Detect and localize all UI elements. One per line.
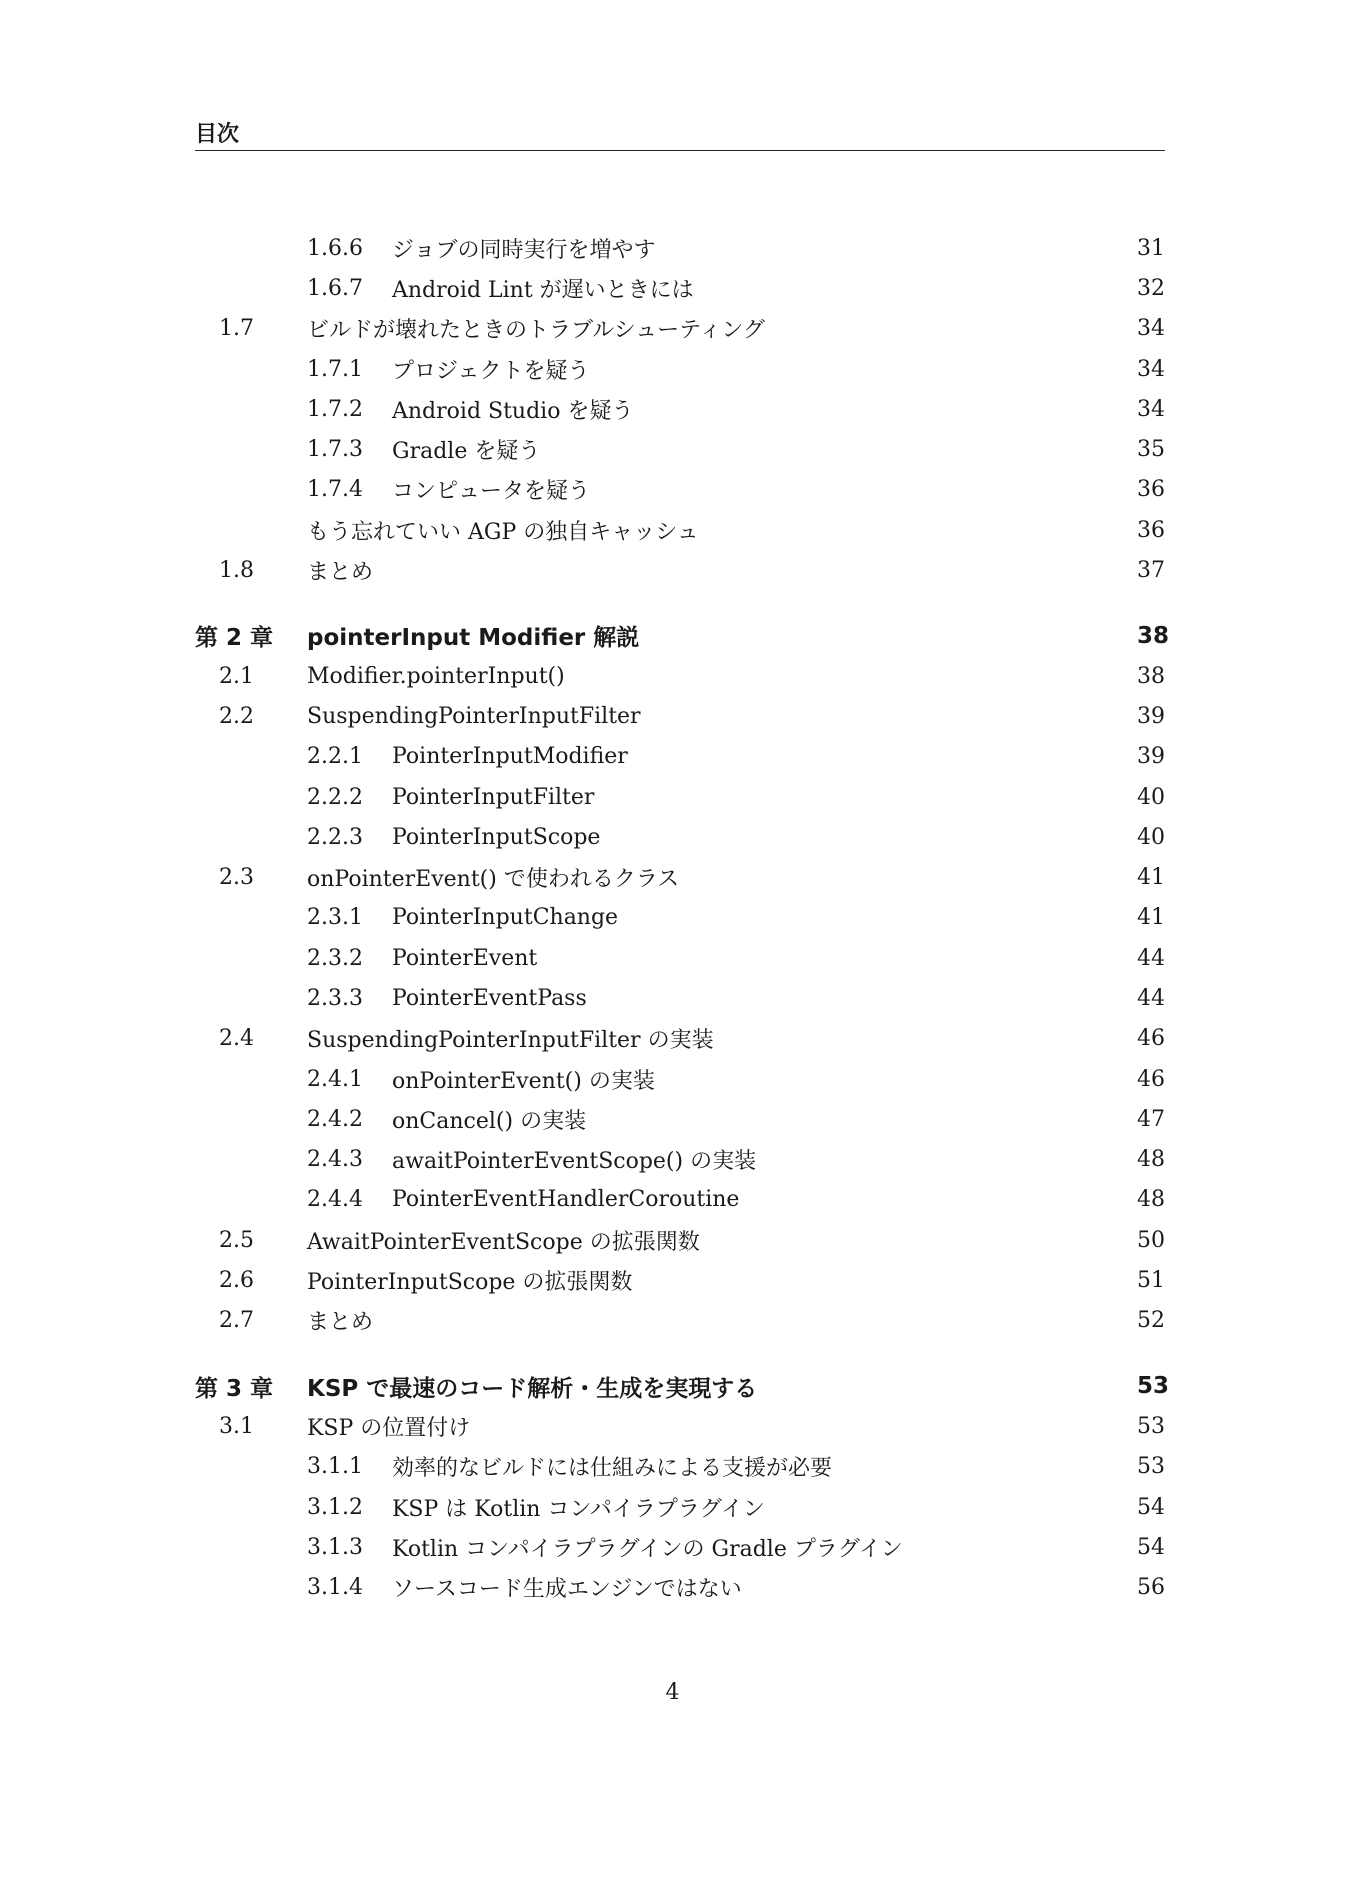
page-ref: 48 [1137,1147,1165,1173]
section-number: 2.7 [219,1308,254,1334]
entry-title: コンピュータを疑う [392,479,591,505]
subsection-number: 3.1.2 [307,1494,363,1520]
toc-section-entry[interactable] [195,696,1165,736]
dot-leader [840,1447,1105,1487]
toc-subsection-entry[interactable] [195,1099,1165,1139]
entry-title: KSP は Kotlin コンパイラプラグイン [392,1496,765,1522]
subsection-number: 2.4.2 [307,1106,363,1132]
dot-leader [708,1220,1105,1260]
page-ref: 54 [1137,1534,1165,1560]
entry-title: SuspendingPointerInputFilter の実装 [307,1028,714,1054]
entry-title: AwaitPointerEventScope の拡張関数 [307,1229,700,1255]
subsection-number: 2.4.1 [307,1066,363,1092]
toc-chapter-entry[interactable] [195,1366,1170,1406]
page-ref: 40 [1137,824,1165,850]
section-number: 3.1 [219,1413,254,1439]
entry-title: SuspendingPointerInputFilter [307,703,641,729]
entry-title: PointerInputScope の拡張関数 [307,1270,633,1296]
subsection-number: 1.7.1 [307,356,363,382]
toc-section-entry[interactable] [195,510,1165,550]
entry-title: PointerInputFilter [392,784,595,810]
page-ref: 39 [1137,703,1165,729]
dot-leader [664,228,1105,268]
page-ref: 46 [1137,1026,1165,1052]
page-ref: 53 [1137,1413,1165,1439]
entry-title: PointerInputScope [392,824,601,850]
entry-title: ジョブの同時実行を増やす [392,237,656,263]
entry-title: ソースコード生成エンジンではない [392,1577,742,1603]
page-ref: 36 [1137,477,1165,503]
section-number: 2.5 [219,1227,254,1253]
chapter-number: 第 2 章 [195,625,274,652]
toc-subsection-entry[interactable] [195,389,1165,429]
toc-subsection-entry[interactable] [195,1059,1165,1099]
toc-section-entry[interactable] [195,857,1165,897]
page-ref: 34 [1137,356,1165,382]
toc-section-entry[interactable] [195,1019,1165,1059]
dot-leader [594,1099,1105,1139]
dot-leader [381,1301,1105,1341]
toc-subsection-entry[interactable] [195,1140,1165,1180]
page-ref: 50 [1137,1227,1165,1253]
entry-title: KSP の位置付け [307,1415,471,1441]
subsection-number: 2.4.3 [307,1147,363,1173]
entry-title: Modifier.pointerInput() [307,663,565,689]
toc-subsection-entry[interactable] [195,228,1165,268]
chapter-gap [195,591,1165,616]
entry-title: onPointerEvent() で使われるクラス [307,867,680,893]
entry-title: PointerInputModifier [392,744,628,770]
dot-leader [640,1260,1105,1300]
entry-title: ビルドが壊れたときのトラブルシューティング [307,318,765,344]
toc-subsection-entry[interactable] [195,1487,1165,1527]
entry-title: PointerInputChange [392,905,619,931]
page-ref: 41 [1137,865,1165,891]
dot-leader [636,737,1105,777]
section-number: 2.2 [219,703,254,729]
toc-subsection-entry[interactable] [195,1527,1165,1567]
toc-subsection-entry[interactable] [195,1447,1165,1487]
dot-leader [773,1487,1105,1527]
toc-section-entry[interactable] [195,550,1165,590]
page-ref: 52 [1137,1308,1165,1334]
subsection-number: 2.2.3 [307,824,363,850]
subsection-number: 1.7.3 [307,437,363,463]
page-ref: 37 [1137,558,1165,584]
toc-subsection-entry[interactable] [195,268,1165,308]
entry-title: もう忘れていい AGP の独自キャッシュ [307,519,699,545]
toc-section-entry[interactable] [195,656,1165,696]
dot-leader [773,309,1105,349]
dot-leader [548,429,1105,469]
chapter-title: pointerInput Modifier 解説 [307,625,640,652]
section-number: 1.8 [219,558,254,584]
dot-leader [707,510,1105,550]
page-number: 4 [665,1680,680,1705]
section-number: 2.3 [219,865,254,891]
toc-section-entry[interactable] [195,309,1165,349]
toc-subsection-entry[interactable] [195,737,1165,777]
subsection-number: 2.2.1 [307,744,363,770]
toc-section-entry[interactable] [195,1301,1165,1341]
chapter-gap [195,1341,1165,1366]
subsection-number: 2.3.3 [307,985,363,1011]
dot-leader [381,550,1105,590]
page-ref: 40 [1137,784,1165,810]
toc-subsection-entry[interactable] [195,1180,1165,1220]
entry-title: まとめ [307,560,374,586]
page-ref: 34 [1137,316,1165,342]
page-ref: 44 [1137,985,1165,1011]
entry-title: 効率的なビルドには仕組みによる支援が必要 [392,1456,833,1482]
page-ref: 54 [1137,1494,1165,1520]
dot-leader [545,938,1105,978]
page-ref: 56 [1137,1575,1165,1601]
page-header [195,120,1165,151]
toc-subsection-entry[interactable] [195,777,1165,817]
page-ref: 36 [1137,517,1165,543]
dot-leader [649,696,1105,736]
dot-leader [702,268,1105,308]
dot-leader [663,1059,1105,1099]
chapter-number: 第 3 章 [195,1375,274,1402]
toc-section-entry[interactable] [195,1220,1165,1260]
entry-title: onPointerEvent() の実装 [392,1068,655,1094]
entry-title: PointerEventHandlerCoroutine [392,1187,740,1213]
subsection-number: 1.7.2 [307,396,363,422]
dot-leader [641,389,1105,429]
page-ref: 48 [1137,1187,1165,1213]
section-number: 2.1 [219,663,254,689]
entry-title: Gradle を疑う [392,439,541,465]
chapter-title: KSP で最速のコード解析・生成を実現する [307,1375,758,1402]
toc-subsection-entry[interactable] [195,898,1165,938]
dot-leader [747,1180,1105,1220]
page-ref: 41 [1137,905,1165,931]
section-number: 2.6 [219,1268,254,1294]
entry-title: PointerEventPass [392,985,587,1011]
subsection-number: 3.1.4 [307,1575,363,1601]
entry-title: まとめ [307,1310,374,1336]
toc-subsection-entry[interactable] [195,429,1165,469]
page-ref: 38 [1137,663,1165,689]
dot-leader [911,1527,1105,1567]
subsection-number: 1.6.6 [307,235,363,261]
dot-leader [722,1019,1105,1059]
dot-leader [573,656,1105,696]
subsection-number: 3.1.3 [307,1534,363,1560]
header-title: 目次 [195,122,240,147]
subsection-number: 2.2.2 [307,784,363,810]
dot-leader [764,1140,1105,1180]
toc-chapter-entry[interactable] [195,616,1170,656]
page-ref: 35 [1137,437,1165,463]
entry-title: Android Studio を疑う [392,398,634,424]
entry-title: プロジェクトを疑う [392,358,590,384]
dot-leader [602,777,1105,817]
subsection-number: 1.6.7 [307,275,363,301]
page-ref: 34 [1137,396,1165,422]
subsection-number: 3.1.1 [307,1454,363,1480]
entry-title: Kotlin コンパイラプラグインの Gradle プラグイン [392,1536,903,1562]
subsection-number: 2.3.1 [307,905,363,931]
page-ref: 53 [1137,1373,1170,1400]
subsection-number: 2.4.4 [307,1187,363,1213]
page-ref: 51 [1137,1268,1165,1294]
dot-leader [478,1406,1105,1446]
dot-leader [608,817,1105,857]
page-ref: 31 [1137,235,1165,261]
page-ref: 46 [1137,1066,1165,1092]
toc-section-entry[interactable] [195,1406,1165,1446]
toc-subsection-entry[interactable] [195,1568,1165,1608]
page-ref: 39 [1137,744,1165,770]
dot-leader [626,898,1105,938]
entry-title: awaitPointerEventScope() の実装 [392,1149,757,1175]
section-number: 2.4 [219,1026,254,1052]
subsection-number: 1.7.4 [307,477,363,503]
toc-section-entry[interactable] [195,1260,1165,1300]
table-of-contents [195,228,1170,1608]
entry-title: onCancel() の実装 [392,1108,587,1134]
page-ref: 38 [1137,622,1170,649]
toc-subsection-entry[interactable] [195,938,1165,978]
dot-leader [595,978,1105,1018]
page-ref: 44 [1137,945,1165,971]
section-number: 1.7 [219,316,254,342]
page-ref: 32 [1137,275,1165,301]
toc-subsection-entry[interactable] [195,470,1165,510]
dot-leader [750,1568,1105,1608]
subsection-number: 2.3.2 [307,945,363,971]
toc-subsection-entry[interactable] [195,349,1165,389]
toc-subsection-entry[interactable] [195,817,1165,857]
dot-leader [598,349,1105,389]
page-ref: 47 [1137,1106,1165,1132]
dot-leader [687,857,1105,897]
toc-subsection-entry[interactable] [195,978,1165,1018]
page-ref: 53 [1137,1454,1165,1480]
entry-title: Android Lint が遅いときには [392,277,694,303]
dot-leader [598,470,1105,510]
entry-title: PointerEvent [392,945,538,971]
